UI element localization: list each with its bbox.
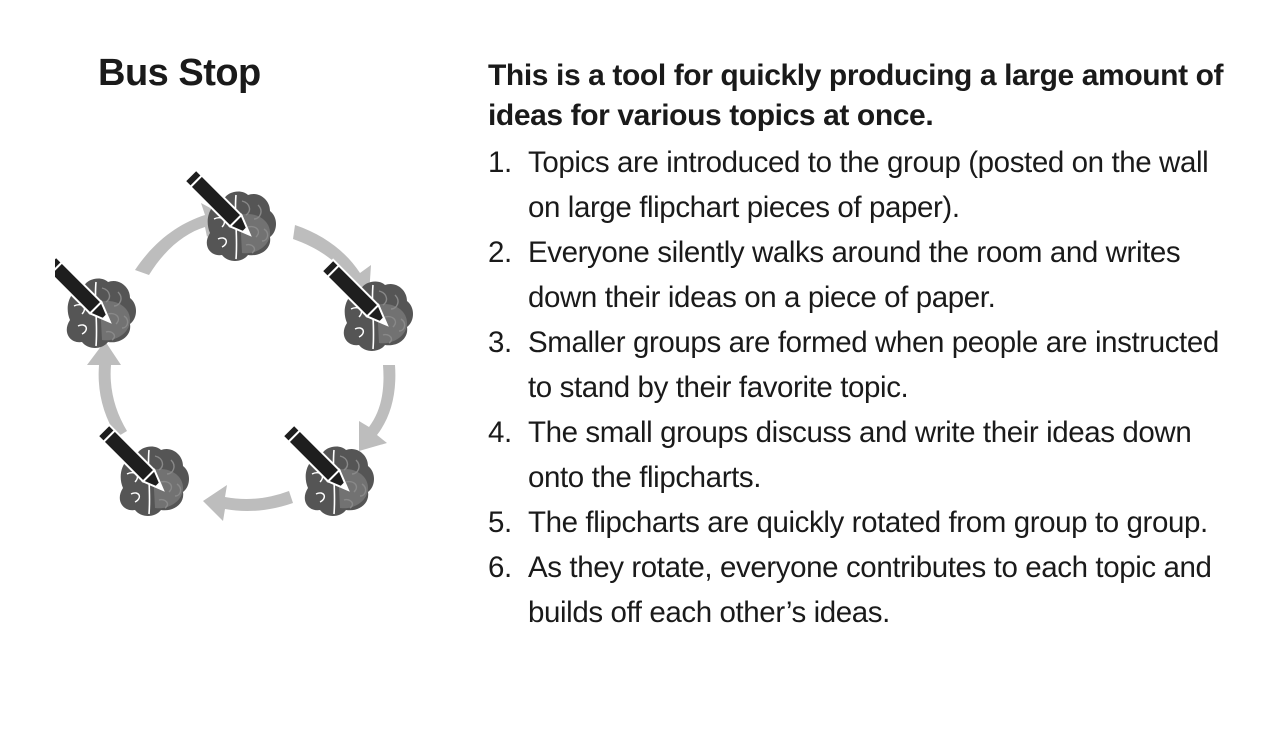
page-title: Bus Stop bbox=[98, 52, 261, 94]
step-text: Smaller groups are formed when people are instructed to stand by their favorite topic. bbox=[528, 326, 1219, 404]
brain-pencil-icon-top bbox=[185, 170, 276, 261]
step-number: 4. bbox=[488, 416, 512, 449]
step-number: 6. bbox=[488, 551, 512, 584]
step-text: Topics are introduced to the group (posted on the wall on large flipchart pieces of paper). bbox=[528, 146, 1209, 224]
description-block bbox=[488, 56, 1248, 635]
steps-list bbox=[488, 140, 1248, 635]
list-item bbox=[488, 500, 1248, 545]
step-number: 1. bbox=[488, 146, 512, 179]
list-item bbox=[488, 320, 1248, 410]
step-text: Everyone silently walks around the room and writes down their ideas on a piece of paper. bbox=[528, 236, 1181, 314]
brain-pencil-icon-bottom-left bbox=[98, 425, 189, 516]
list-item bbox=[488, 230, 1248, 320]
brain-pencil-icon-left bbox=[55, 257, 136, 348]
step-text: The small groups discuss and write their ideas down onto the flipcharts. bbox=[528, 416, 1192, 494]
bus-stop-cycle-illustration bbox=[55, 155, 455, 545]
intro-text: This is a tool for quickly producing a large amount of ideas for various topics at once. bbox=[488, 59, 1224, 132]
list-item bbox=[488, 410, 1248, 500]
list-item bbox=[488, 545, 1248, 635]
list-item bbox=[488, 140, 1248, 230]
step-text: The flipcharts are quickly rotated from group to group. bbox=[528, 506, 1208, 539]
step-number: 2. bbox=[488, 236, 512, 269]
step-number: 3. bbox=[488, 326, 512, 359]
step-text: As they rotate, everyone contributes to each topic and builds off each other’s ideas. bbox=[528, 551, 1212, 629]
step-number: 5. bbox=[488, 506, 512, 539]
